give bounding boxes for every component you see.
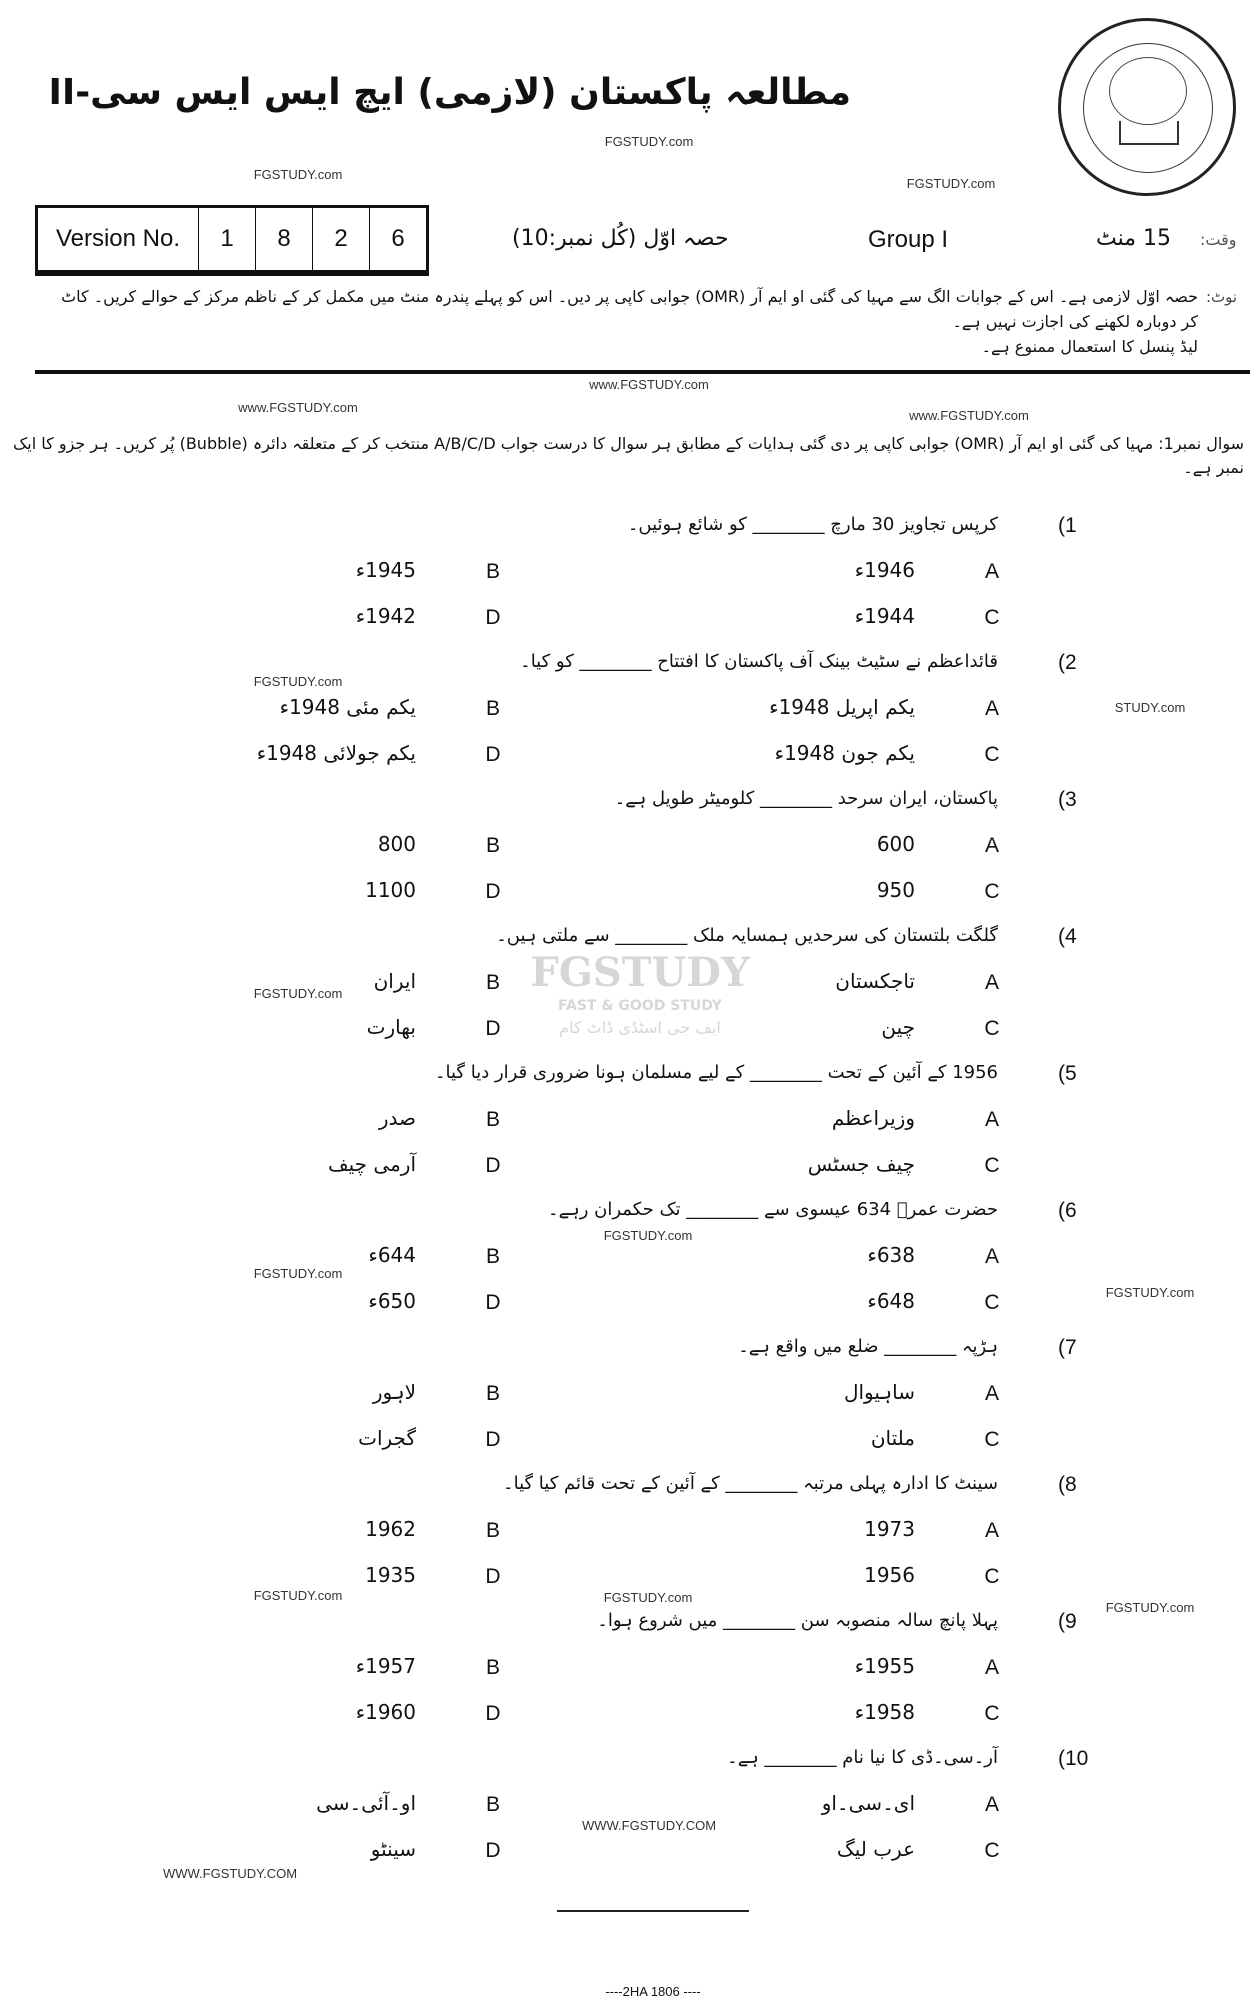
time-label: وقت: bbox=[1200, 230, 1237, 249]
option-d: 650ء bbox=[368, 1289, 416, 1313]
option-a: 600 bbox=[876, 832, 915, 856]
question-text: ہڑپہ ________ ضلع میں واقع ہے۔ bbox=[738, 1336, 998, 1357]
option-letter: B bbox=[485, 971, 501, 994]
watermark: FGSTUDY.com bbox=[1105, 1285, 1195, 1300]
question-text: حضرت عمرؓ 634 عیسوی سے ________ تک حکمران رہے۔ bbox=[548, 1199, 998, 1220]
question-number: (4 bbox=[1058, 925, 1077, 948]
option-d: یکم جولائی 1948ء bbox=[256, 741, 416, 765]
option-letter: C bbox=[984, 1702, 1000, 1725]
option-letter: D bbox=[485, 606, 501, 629]
option-a: ساہیوال bbox=[843, 1380, 915, 1404]
option-a: تاجکستان bbox=[835, 969, 915, 993]
question-text: گلگت بلتستان کی سرحدیں ہمسایہ ملک ________ سے ملتی ہیں۔ bbox=[496, 925, 998, 946]
watermark: FGSTUDY.com bbox=[906, 176, 996, 191]
question-text: پاکستان، ایران سرحد ________ کلومیٹر طویل ہے۔ bbox=[614, 788, 998, 809]
watermark-logo-urdu: ایف جی اسٹڈی ڈاٹ کام bbox=[559, 1018, 721, 1037]
option-letter: D bbox=[485, 1017, 501, 1040]
question-number: (1 bbox=[1058, 514, 1077, 537]
option-c: چیف جسٹس bbox=[807, 1152, 915, 1176]
question-number: (6 bbox=[1058, 1199, 1077, 1222]
question-text: سینٹ کا ادارہ پہلی مرتبہ ________ کے آئین کے تحت قائم کیا گیا۔ bbox=[503, 1473, 998, 1494]
option-letter: C bbox=[984, 1565, 1000, 1588]
version-digit: 1 bbox=[199, 208, 256, 270]
option-letter: B bbox=[485, 1793, 501, 1816]
option-a: یکم اپریل 1948ء bbox=[769, 695, 915, 719]
watermark: FGSTUDY.com bbox=[604, 134, 694, 149]
watermark: FGSTUDY.com bbox=[253, 986, 343, 1001]
option-letter: C bbox=[984, 1428, 1000, 1451]
option-letter: B bbox=[485, 1382, 501, 1405]
option-letter: D bbox=[485, 1291, 501, 1314]
instructions bbox=[48, 284, 1198, 359]
question-number: (8 bbox=[1058, 1473, 1077, 1496]
question-text: 1956 کے آئین کے تحت ________ کے لیے مسلمان ہونا ضروری قرار دیا گیا۔ bbox=[434, 1062, 998, 1083]
watermark: FGSTUDY.com bbox=[603, 1590, 693, 1605]
watermark: FGSTUDY.com bbox=[253, 167, 343, 182]
board-seal-logo bbox=[1058, 18, 1236, 196]
fgstudy-watermark-logo bbox=[520, 950, 760, 1050]
section-instruction: سوال نمبر1: مہیا کی گئی او ایم آر (OMR) جوابی کاپی پر دی گئی ہدایات کے مطابق ہر سوال کا درست جواب A/B/C/D منتخب کر کے متعلقہ دائرہ (Bubble) پُر کریں۔ ہر جزو کا ایک نمبر ہے۔ bbox=[12, 434, 1244, 477]
option-letter: C bbox=[984, 1839, 1000, 1862]
option-b: یکم مئی 1948ء bbox=[279, 695, 416, 719]
question-number: (5 bbox=[1058, 1062, 1077, 1085]
watermark: FGSTUDY.com bbox=[253, 674, 343, 689]
option-letter: A bbox=[984, 1656, 1000, 1679]
option-letter: A bbox=[984, 971, 1000, 994]
time-allowed: 15 منٹ bbox=[1096, 226, 1172, 251]
option-letter: D bbox=[485, 743, 501, 766]
option-letter: B bbox=[485, 560, 501, 583]
option-letter: B bbox=[485, 1245, 501, 1268]
option-letter: D bbox=[485, 1839, 501, 1862]
option-letter: A bbox=[984, 1793, 1000, 1816]
option-b: 1957ء bbox=[355, 1654, 416, 1678]
option-a: 638ء bbox=[867, 1243, 915, 1267]
watermark-logo-text: FGSTUDY bbox=[530, 949, 750, 996]
option-d: 1100 bbox=[365, 878, 416, 902]
option-letter: D bbox=[485, 1154, 501, 1177]
divider bbox=[35, 370, 1250, 374]
option-d: 1942ء bbox=[355, 604, 416, 628]
option-letter: A bbox=[984, 834, 1000, 857]
option-d: بھارت bbox=[366, 1015, 416, 1039]
option-a: 1955ء bbox=[854, 1654, 915, 1678]
option-letter: B bbox=[485, 1108, 501, 1131]
question-number: (10 bbox=[1058, 1747, 1089, 1770]
option-a: 1973 bbox=[864, 1517, 915, 1541]
option-letter: B bbox=[485, 1656, 501, 1679]
option-letter: D bbox=[485, 880, 501, 903]
option-letter: A bbox=[984, 697, 1000, 720]
option-letter: B bbox=[485, 697, 501, 720]
option-letter: A bbox=[984, 1245, 1000, 1268]
option-letter: C bbox=[984, 1017, 1000, 1040]
question-number: (9 bbox=[1058, 1610, 1077, 1633]
option-a: وزیراعظم bbox=[831, 1106, 915, 1130]
option-b: 1945ء bbox=[355, 558, 416, 582]
option-b: ایران bbox=[373, 969, 416, 993]
question-number: (3 bbox=[1058, 788, 1077, 811]
question-text: پہلا پانچ سالہ منصوبہ سن ________ میں شروع ہوا۔ bbox=[597, 1610, 998, 1631]
option-letter: B bbox=[485, 834, 501, 857]
option-d: گجرات bbox=[358, 1426, 416, 1450]
option-a: 1946ء bbox=[854, 558, 915, 582]
paper-title: مطالعہ پاکستان (لازمی) ایچ ایس ایس سی-II bbox=[48, 72, 851, 113]
option-letter: C bbox=[984, 606, 1000, 629]
option-d: سینٹو bbox=[370, 1837, 416, 1861]
option-letter: C bbox=[984, 743, 1000, 766]
option-letter: A bbox=[984, 1519, 1000, 1542]
option-letter: D bbox=[485, 1428, 501, 1451]
note-label: نوٹ: bbox=[1206, 288, 1238, 306]
option-c: 1956 bbox=[864, 1563, 915, 1587]
version-digit: 2 bbox=[313, 208, 370, 270]
question-number: (2 bbox=[1058, 651, 1077, 674]
end-rule bbox=[557, 1910, 749, 1912]
option-c: چین bbox=[881, 1015, 915, 1039]
watermark: FGSTUDY.com bbox=[603, 1228, 693, 1243]
option-letter: C bbox=[984, 880, 1000, 903]
option-d: 1960ء bbox=[355, 1700, 416, 1724]
version-label: Version No. bbox=[38, 208, 199, 270]
group-label: Group I bbox=[868, 226, 949, 253]
option-c: عرب لیگ bbox=[836, 1837, 915, 1861]
part-marks: حصہ اوّل (کُل نمبر:10) bbox=[512, 226, 729, 251]
question-text: آر۔سی۔ڈی کا نیا نام ________ ہے۔ bbox=[727, 1747, 998, 1768]
watermark: WWW.FGSTUDY.COM bbox=[581, 1818, 717, 1833]
option-letter: C bbox=[984, 1154, 1000, 1177]
option-b: 644ء bbox=[368, 1243, 416, 1267]
option-b: لاہور bbox=[372, 1380, 416, 1404]
option-c: 1958ء bbox=[854, 1700, 915, 1724]
question-text: قائداعظم نے سٹیٹ بینک آف پاکستان کا افتتاح ________ کو کیا۔ bbox=[520, 651, 998, 672]
option-letter: D bbox=[485, 1702, 501, 1725]
watermark: www.FGSTUDY.com bbox=[589, 377, 709, 392]
instruction-line: حصہ اوّل لازمی ہے۔ اس کے جوابات الگ سے مہیا کی گئی او ایم آر (OMR) جوابی کاپی پر دیں۔ اس کو پہلے پندرہ منٹ میں مکمل کر کے ناظم مرکز کے حوالے کریں۔ کاٹ کر دوبارہ لکھنے کی اجازت نہیں ہے۔ bbox=[61, 287, 1198, 331]
option-letter: A bbox=[984, 560, 1000, 583]
watermark: FGSTUDY.com bbox=[253, 1266, 343, 1281]
option-letter: C bbox=[984, 1291, 1000, 1314]
watermark-logo-tagline: FAST & GOOD STUDY bbox=[558, 998, 722, 1014]
option-b: 1962 bbox=[365, 1517, 416, 1541]
question-number: (7 bbox=[1058, 1336, 1077, 1359]
option-c: یکم جون 1948ء bbox=[774, 741, 915, 765]
option-letter: D bbox=[485, 1565, 501, 1588]
instruction-line: لیڈ پنسل کا استعمال ممنوع ہے۔ bbox=[981, 337, 1198, 356]
option-d: 1935 bbox=[365, 1563, 416, 1587]
paper-code: ----2HA 1806 ---- bbox=[605, 1984, 701, 1999]
option-a: ای۔سی۔او bbox=[821, 1791, 915, 1815]
watermark: FGSTUDY.com bbox=[1105, 1600, 1195, 1615]
option-c: ملتان bbox=[870, 1426, 915, 1450]
version-box bbox=[35, 205, 429, 273]
watermark: WWW.FGSTUDY.COM bbox=[162, 1866, 298, 1881]
option-c: 648ء bbox=[867, 1289, 915, 1313]
question-text: کرپس تجاویز 30 مارچ ________ کو شائع ہوئیں۔ bbox=[627, 514, 998, 535]
version-digit: 8 bbox=[256, 208, 313, 270]
option-letter: B bbox=[485, 1519, 501, 1542]
watermark: FGSTUDY.com bbox=[253, 1588, 343, 1603]
option-letter: A bbox=[984, 1382, 1000, 1405]
option-c: 950 bbox=[876, 878, 915, 902]
option-b: 800 bbox=[377, 832, 416, 856]
version-digit: 6 bbox=[370, 208, 427, 270]
option-c: 1944ء bbox=[854, 604, 915, 628]
option-letter: A bbox=[984, 1108, 1000, 1131]
watermark: STUDY.com bbox=[1114, 700, 1186, 715]
option-b: صدر bbox=[378, 1106, 416, 1130]
watermark: www.FGSTUDY.com bbox=[238, 400, 358, 415]
watermark: www.FGSTUDY.com bbox=[909, 408, 1029, 423]
option-d: آرمی چیف bbox=[327, 1152, 416, 1176]
option-b: او۔آئی۔سی bbox=[316, 1791, 416, 1815]
